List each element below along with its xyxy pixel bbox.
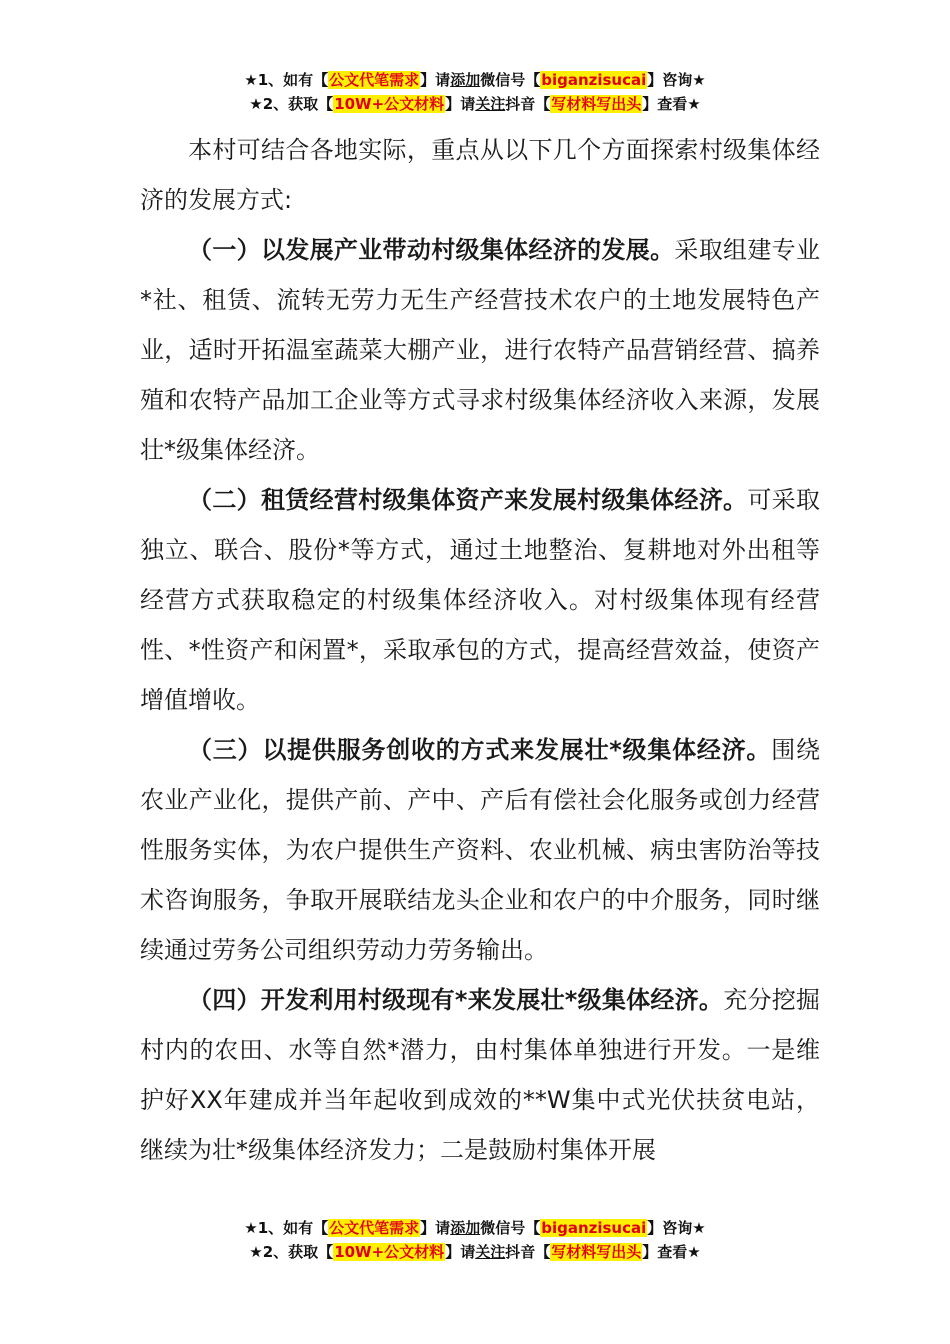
paragraph-section-2: （二）租赁经营村级集体资产来发展村级集体经济。可采取独立、联合、股份*等方式，通过土地整治、复耕地对外出租等经营方式获取稳定的村级集体经济收入。对村级集体现有经营性、*性资产和闲置*，采取承包的方式，提高经营效益，使资产增值增收。 <box>140 486 820 714</box>
highlight-douyin-account: 写材料写出头 <box>551 95 642 113</box>
highlight-wechat-id: biganzisucai <box>541 1219 647 1237</box>
footer-banner <box>0 1216 950 1264</box>
section-heading: （三）以提供服务创收的方式来发展壮*级集体经济。 <box>188 736 772 764</box>
banner-line-2: ★2、获取【10W+公文材料】请关注抖音【写材料写出头】查看★ <box>249 95 701 113</box>
paragraph-intro: 本村可结合各地实际，重点从以下几个方面探索村级集体经济的发展方式: <box>140 136 820 214</box>
highlight-materials: 10W+公文材料 <box>334 95 445 113</box>
highlight-service: 公文代笔需求 <box>329 1219 420 1237</box>
paragraph-section-4: （四）开发利用村级现有*来发展壮*级集体经济。充分挖掘村内的农田、水等自然*潜力，由村集体单独进行开发。一是维护好XX年建成并当年起收到成效的**W集中式光伏扶贫电站，继续为壮*级集体经济发力；二是鼓励村集体开展 <box>140 986 820 1164</box>
header-banner <box>0 68 950 116</box>
highlight-douyin-account: 写材料写出头 <box>551 1243 642 1261</box>
highlight-service: 公文代笔需求 <box>329 71 420 89</box>
document-body <box>140 125 820 1175</box>
paragraph-section-3: （三）以提供服务创收的方式来发展壮*级集体经济。围绕农业产业化，提供产前、产中、产后有偿社会化服务或创力经营性服务实体，为农户提供生产资料、农业机械、病虫害防治等技术咨询服务，争取开展联结龙头企业和农户的中介服务，同时继续通过劳务公司组织劳动力劳务输出。 <box>140 736 820 964</box>
highlight-wechat-id: biganzisucai <box>541 71 647 89</box>
highlight-materials: 10W+公文材料 <box>334 1243 445 1261</box>
banner-line-1: ★1、如有【公文代笔需求】请添加微信号【biganzisucai】咨询★ <box>244 1219 706 1237</box>
banner-line-1: ★1、如有【公文代笔需求】请添加微信号【biganzisucai】咨询★ <box>244 71 706 89</box>
section-heading: （二）租赁经营村级集体资产来发展村级集体经济。 <box>188 486 748 514</box>
section-heading: （四）开发利用村级现有*来发展壮*级集体经济。 <box>188 986 724 1014</box>
paragraph-section-1: （一）以发展产业带动村级集体经济的发展。采取组建专业*社、租赁、流转无劳力无生产经营技术农户的土地发展特色产业，适时开拓温室蔬菜大棚产业，进行农特产品营销经营、搞养殖和农特产品加工企业等方式寻求村级集体经济收入来源，发展壮*级集体经济。 <box>140 236 821 464</box>
banner-line-2: ★2、获取【10W+公文材料】请关注抖音【写材料写出头】查看★ <box>249 1243 701 1261</box>
section-heading: （一）以发展产业带动村级集体经济的发展。 <box>188 236 675 264</box>
